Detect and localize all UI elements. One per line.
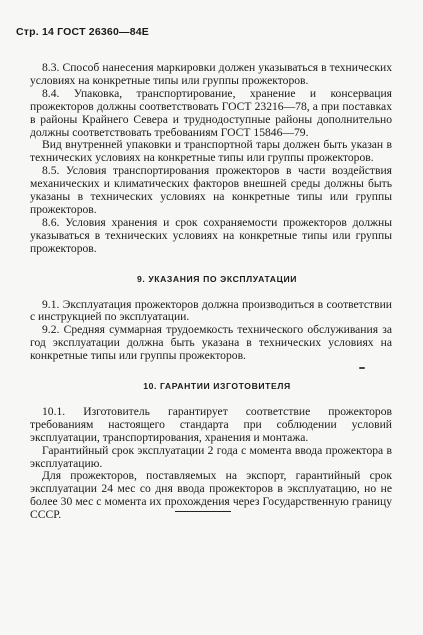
- paragraph-warranty-term: Гарантийный срок эксплуатации 2 года с момента ввода прожектора в эксплуатацию.: [30, 443, 392, 470]
- paragraph-8-4: 8.4. Упаковка, транспортирование, хранение и консервация прожекторов должны соответствовать ГОСТ 23216—78, а при поставках в районы Крайнего Севера и труднодоступные районы дополнительно должны соответствовать требованиям ГОСТ 15846—79.: [30, 86, 392, 139]
- section-9-title: 9. УКАЗАНИЯ ПО ЭКСПЛУАТАЦИИ: [136, 273, 298, 284]
- stray-mark: [359, 367, 365, 369]
- document-body: [30, 62, 392, 522]
- paragraph-packaging: Вид внутренней упаковки и транспортной тары должен быть указан в технических условиях на конкретные типы или группы прожекторов.: [30, 138, 392, 165]
- end-rule: [175, 511, 231, 512]
- paragraph-8-5: 8.5. Условия транспортирования прожекторов в части воздействия механических и климатических факторов внешней среды должны быть указаны в технических условиях на конкретные типы или группы прожекторов.: [30, 164, 392, 216]
- paragraph-9-2: 9.2. Средняя суммарная трудоемкость технического обслуживания за год эксплуатации должна быть указана в технических условиях на конкретные типы или группы прожекторов.: [30, 323, 392, 363]
- section-10-title: 10. ГАРАНТИИ ИЗГОТОВИТЕЛЯ: [143, 381, 291, 392]
- paragraph-8-3: 8.3. Способ нанесения маркировки должен указываться в технических условиях на конкретные типы или группы прожекторов.: [30, 61, 392, 87]
- page-header: Стр. 14 ГОСТ 26360—84Е: [16, 26, 149, 38]
- paragraph-10-1: 10.1. Изготовитель гарантирует соответствие прожекторов требованиям настоящего стандарта при соблюдении условий эксплуатации, транспортирования, хранения и монтажа.: [30, 404, 392, 444]
- paragraph-9-1: 9.1. Эксплуатация прожекторов должна производиться в соответствии с инструкцией по эксплуатации.: [30, 297, 392, 324]
- paragraph-export-warranty: Для прожекторов, поставляемых на экспорт, гарантийный срок эксплуатации 24 мес со дня ввода прожекторов в эксплуатацию, но не более 30 мес с момента их прохождения через Государственную границу СССР.: [30, 469, 392, 522]
- paragraph-8-6: 8.6. Условия хранения и срок сохраняемости прожекторов должны указываться в технических условиях на конкретные типы или группы прожекторов.: [30, 215, 392, 255]
